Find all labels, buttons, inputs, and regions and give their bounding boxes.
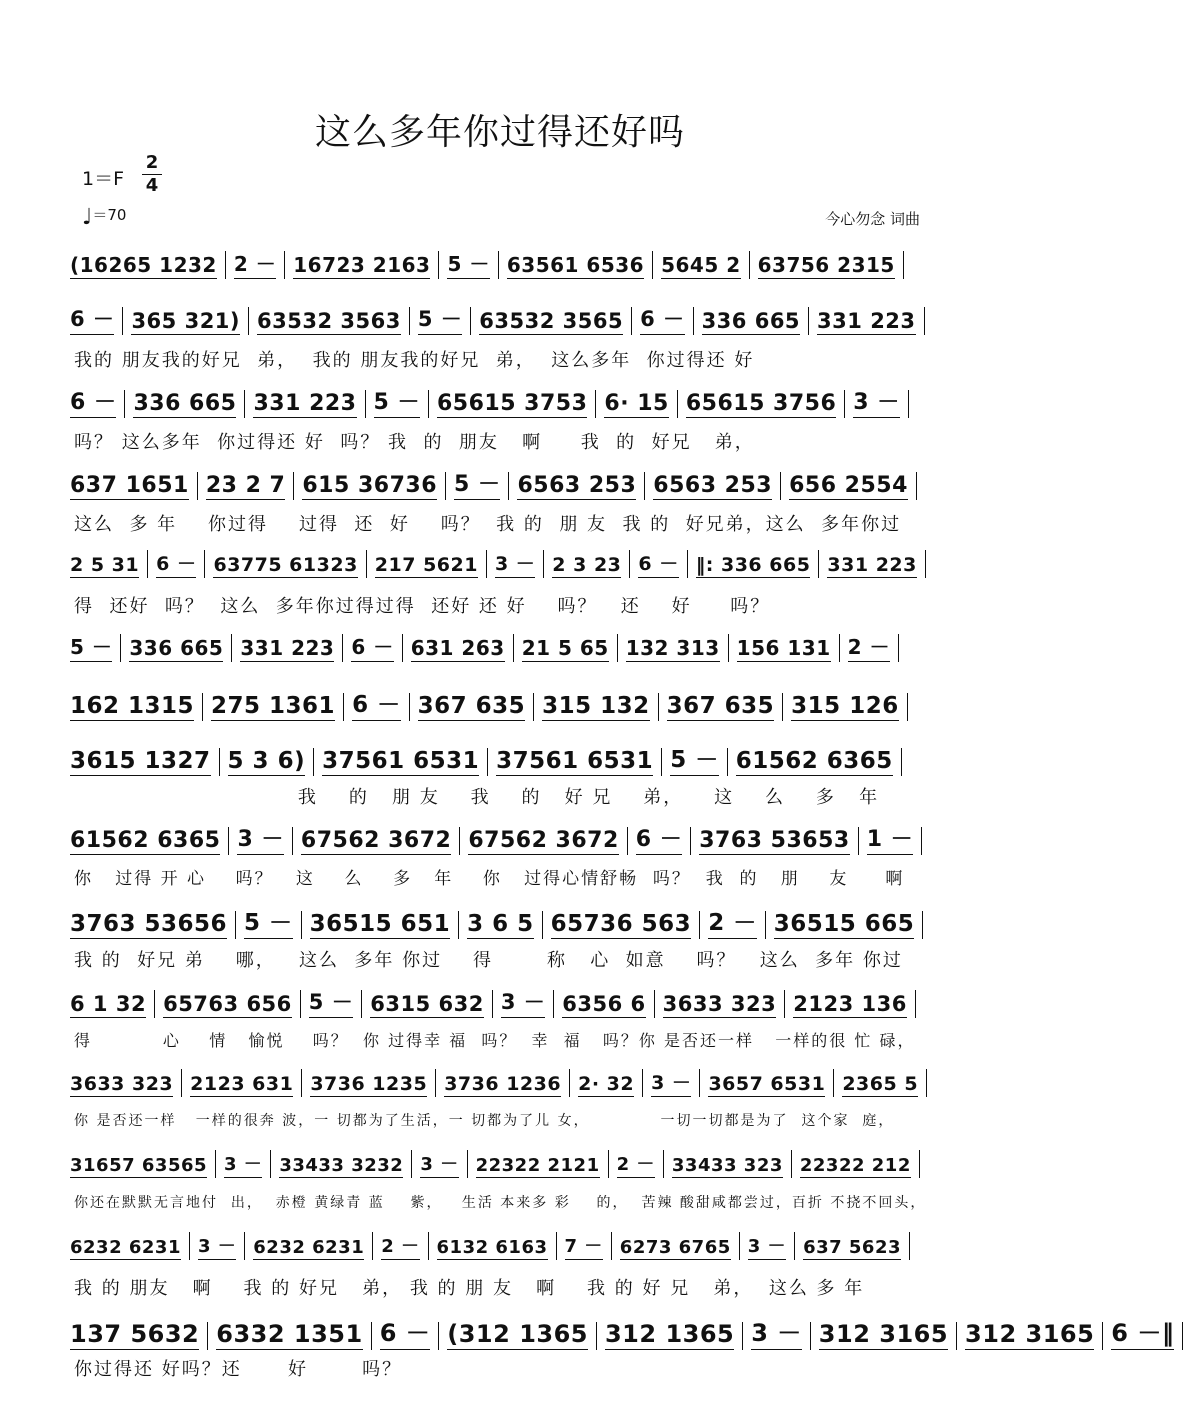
measure: 2 5 31: [70, 554, 140, 576]
bar-line: [765, 911, 766, 939]
measure: 631 263: [410, 636, 505, 660]
measure: 5 －: [670, 741, 719, 776]
credit-line: 今心勿念 词曲: [825, 210, 920, 228]
bar-line: [926, 1069, 927, 1097]
measure: ‖: 336 665: [695, 554, 811, 576]
staff-row: [70, 822, 930, 855]
staff-row: [70, 248, 930, 279]
bar-line: [120, 634, 121, 662]
bar-line: [438, 251, 439, 279]
measure: 16723 2163: [293, 253, 431, 277]
measure: 1 －: [867, 822, 913, 855]
bar-line: [727, 748, 728, 776]
measure: 365 321): [131, 309, 241, 333]
measure: 6 －: [640, 303, 684, 335]
measure: 656 2554: [789, 473, 908, 498]
bar-line: [409, 693, 410, 721]
bar-line: [661, 748, 662, 776]
measure: 315 126: [791, 693, 899, 719]
measure: 3 －: [224, 1150, 262, 1178]
staff-row: [70, 549, 930, 578]
measure: 22322 212: [799, 1155, 911, 1176]
measure: 2123 136: [793, 992, 907, 1016]
measure: 5645 2: [661, 253, 741, 277]
measure: 7 －: [565, 1232, 603, 1260]
measure: 336 665: [701, 309, 801, 333]
bar-line: [402, 634, 403, 662]
measure: 2 －: [234, 248, 276, 279]
bar-line: [608, 1150, 609, 1178]
bar-line: [699, 1069, 700, 1097]
bar-line: [372, 1232, 373, 1260]
staff-row: [70, 686, 930, 721]
bar-line: [228, 827, 229, 855]
lyric-line: 我 的 朋友 啊 我 的 好兄 弟， 我 的 朋 友 啊 我 的 好 兄 弟， 这么 多 年: [74, 1278, 865, 1299]
bar-line: [284, 251, 285, 279]
bar-line: [181, 1069, 182, 1097]
bar-line: [248, 307, 249, 335]
measure: 61562 6365: [70, 828, 221, 853]
measure: 615 36736: [302, 473, 437, 498]
lyric-line: 吗？ 这么多年 你过得还 好 吗？ 我 的 朋友 啊 我 的 好兄 弟，: [74, 432, 755, 453]
bar-line: [458, 911, 459, 939]
measure: 6 －: [638, 549, 678, 578]
staff-row: [70, 467, 930, 500]
lyric-line: 我 的 好兄 弟 哪， 这么 多年 你过 得 称 心 如意 吗？ 这么 多年 你过: [74, 950, 903, 971]
bar-line: [467, 1150, 468, 1178]
song-title: 这么多年你过得还好吗: [314, 112, 685, 153]
meter-top: 2: [142, 152, 162, 175]
measure: 637 1651: [70, 473, 189, 498]
measure: 3736 1236: [444, 1073, 562, 1095]
measure: 65615 3753: [436, 391, 588, 416]
measure: 63756 2315: [757, 253, 895, 277]
measure: 6232 6231: [253, 1237, 365, 1258]
bar-line: [235, 911, 236, 939]
measure: 6 －: [156, 549, 196, 578]
bar-line: [204, 550, 205, 578]
bar-line: [595, 390, 596, 418]
measure: 65736 563: [550, 911, 692, 937]
measure: 3763 53653: [699, 828, 850, 853]
measure: 36515 665: [773, 911, 915, 937]
bar-line: [207, 1322, 208, 1350]
staff-row: [70, 631, 930, 662]
key-signature: 1＝F: [82, 168, 125, 190]
bar-line: [244, 1232, 245, 1260]
bar-line: [231, 634, 232, 662]
measure: 36515 651: [309, 911, 451, 937]
measure: 3 －: [651, 1068, 691, 1097]
bar-line: [810, 1322, 811, 1350]
bar-line: [556, 1232, 557, 1260]
bar-line: [794, 1232, 795, 1260]
bar-line: [833, 1069, 834, 1097]
measure: 162 1315: [70, 693, 195, 719]
lyric-line: 我 的 朋 友 我 的 好 兄 弟， 这 么 多 年: [74, 787, 880, 808]
measure: 5 3 6): [227, 748, 306, 774]
bar-line: [782, 693, 783, 721]
measure: 6273 6765: [619, 1237, 731, 1258]
measure: 336 665: [133, 391, 237, 416]
bar-line: [225, 251, 226, 279]
bar-line: [749, 251, 750, 279]
bar-line: [924, 307, 925, 335]
bar-line: [642, 1069, 643, 1097]
measure: 275 1361: [211, 693, 336, 719]
measure: 6315 632: [370, 992, 484, 1016]
bar-line: [202, 693, 203, 721]
measure: 137 5632: [70, 1320, 200, 1348]
measure: 5 －: [244, 904, 293, 939]
bar-line: [301, 911, 302, 939]
measure: 2123 631: [190, 1073, 294, 1095]
bar-line: [300, 990, 301, 1018]
bar-line: [925, 550, 926, 578]
bar-line: [292, 827, 293, 855]
bar-line: [428, 390, 429, 418]
measure: 3 －: [748, 1232, 786, 1260]
measure: 5 －: [309, 986, 353, 1018]
measure: 2 3 23: [552, 554, 622, 576]
bar-line: [1102, 1322, 1103, 1350]
measure: 3615 1327: [70, 748, 211, 774]
measure: 33433 323: [671, 1155, 783, 1176]
measure: 3 －: [495, 549, 535, 578]
measure: 331 223: [253, 391, 357, 416]
measure: 331 223: [240, 636, 335, 660]
measure: 156 131: [736, 636, 831, 660]
bar-line: [654, 990, 655, 1018]
bar-line: [409, 307, 410, 335]
measure: 6563 253: [517, 473, 637, 498]
measure: 3763 53656: [70, 911, 228, 937]
measure: 67562 3672: [300, 828, 452, 853]
quarter-note-icon: ♩: [82, 205, 93, 230]
bar-line: [301, 1069, 302, 1097]
bar-line: [219, 748, 220, 776]
bar-line: [513, 634, 514, 662]
bar-line: [921, 827, 922, 855]
measure: 367 635: [417, 693, 526, 719]
measure: 2 －: [617, 1150, 655, 1178]
bar-line: [189, 1232, 190, 1260]
lyric-line: 你 过得 开 心 吗？ 这 么 多 年 你 过得心情舒畅 吗？ 我 的 朋 友 啊: [74, 869, 905, 889]
bar-line: [411, 1150, 412, 1178]
measure: 23 2 7: [205, 473, 286, 498]
bar-line: [617, 634, 618, 662]
measure: 2 －: [708, 904, 757, 939]
staff-row: [70, 904, 930, 939]
measure: 2 －: [848, 631, 890, 662]
bar-line: [553, 990, 554, 1018]
measure: 5 －: [454, 467, 500, 500]
bar-line: [435, 1069, 436, 1097]
measure: 6 －: [70, 303, 114, 335]
bar-line: [459, 827, 460, 855]
bar-line: [956, 1322, 957, 1350]
measure: 6332 1351: [216, 1320, 363, 1348]
tempo-value: ＝70: [92, 206, 127, 224]
bar-line: [663, 1150, 664, 1178]
measure: 3736 1235: [310, 1073, 428, 1095]
bar-line: [569, 1069, 570, 1097]
bar-line: [631, 307, 632, 335]
bar-line: [498, 251, 499, 279]
measure: 217 5621: [374, 554, 478, 576]
bar-line: [533, 693, 534, 721]
bar-line: [343, 693, 344, 721]
measure: 6 －: [352, 686, 401, 721]
measure: 63561 6536: [506, 253, 645, 277]
lyric-line: 你还在默默无言地付 出， 赤橙 黄绿青 蓝 紫， 生活 本来多 彩 的， 苦辣 酸甜咸都尝过，百折 不挠不回头，: [74, 1195, 927, 1211]
bar-line: [197, 472, 198, 500]
measure: 6 －: [636, 822, 682, 855]
bar-line: [844, 390, 845, 418]
lyric-line: 得 心 情 愉悦 吗？ 你 过得幸 福 吗？ 幸 福 吗？你 是否还一样 一样的很 忙 碌，: [74, 1031, 916, 1050]
measure: 6563 253: [653, 473, 773, 498]
bar-line: [543, 550, 544, 578]
measure: 31657 63565: [70, 1155, 208, 1176]
bar-line: [124, 390, 125, 418]
lyric-line: 得 还好 吗？ 这么 多年你过得过得 还好 还 好 吗？ 还 好 吗？: [74, 596, 771, 617]
bar-line: [898, 634, 899, 662]
measure: 312 1365: [604, 1320, 735, 1348]
bar-line: [728, 634, 729, 662]
bar-line: [739, 1232, 740, 1260]
measure: 3 －: [198, 1232, 236, 1260]
bar-line: [270, 1150, 271, 1178]
measure: 6 －: [70, 385, 116, 418]
bar-line: [342, 634, 343, 662]
bar-line: [366, 550, 367, 578]
measure: (16265 1232: [70, 253, 217, 277]
bar-line: [791, 1150, 792, 1178]
bar-line: [147, 550, 148, 578]
bar-line: [922, 911, 923, 939]
measure: 331 223: [817, 309, 916, 333]
bar-line: [629, 550, 630, 578]
staff-row: [70, 1150, 930, 1178]
measure: 2· 32: [578, 1073, 635, 1095]
measure: 6· 15: [604, 391, 669, 416]
bar-line: [808, 307, 809, 335]
measure: 331 223: [827, 554, 917, 576]
measure: 63532 3565: [479, 309, 624, 333]
measure: 5 －: [70, 631, 112, 662]
bar-line: [365, 390, 366, 418]
measure: 6 －: [351, 631, 393, 662]
bar-line: [627, 827, 628, 855]
bar-line: [361, 990, 362, 1018]
bar-line: [652, 251, 653, 279]
staff-row: [70, 303, 930, 335]
measure: 6232 6231: [70, 1237, 181, 1258]
measure: 67562 3672: [468, 828, 619, 853]
bar-line: [742, 1322, 743, 1350]
measure: 22322 2121: [475, 1155, 600, 1176]
measure: 3 －: [501, 986, 545, 1018]
measure: 6 －‖: [1111, 1313, 1174, 1350]
bar-line: [858, 827, 859, 855]
measure: 637 5623: [803, 1237, 901, 1258]
bar-line: [903, 251, 904, 279]
bar-line: [818, 550, 819, 578]
measure: 2365 5: [842, 1073, 919, 1095]
measure: 5 －: [418, 303, 462, 335]
measure: 3 6 5: [467, 911, 534, 937]
staff-row: [70, 1313, 1175, 1350]
bar-line: [839, 634, 840, 662]
bar-line: [470, 307, 471, 335]
lyric-line: 你过得还 好吗？还 好 吗？: [74, 1359, 403, 1380]
measure: 6 －: [380, 1313, 431, 1350]
bar-line: [901, 748, 902, 776]
measure: 5 －: [447, 248, 489, 279]
lyric-line: 你 是否还一样 一样的很奔 波，一 切都为了生活，一 切都为了儿 女， 一切一切都是为了 这个家 庭，: [74, 1113, 895, 1129]
bar-line: [611, 1232, 612, 1260]
staff-row: [70, 385, 930, 418]
measure: 37561 6531: [496, 748, 654, 774]
measure: 6356 6: [562, 992, 646, 1016]
measure: 5 －: [374, 385, 420, 418]
measure: 3 －: [751, 1313, 802, 1350]
measure: 3657 6531: [708, 1073, 826, 1095]
bar-line: [907, 693, 908, 721]
bar-line: [293, 472, 294, 500]
measure: 6 1 32: [70, 992, 147, 1016]
bar-line: [644, 472, 645, 500]
bar-line: [542, 911, 543, 939]
measure: 315 132: [542, 693, 650, 719]
staff-row: [70, 1068, 930, 1097]
bar-line: [122, 307, 123, 335]
lyric-line: 我的 朋友我的好兄 弟， 我的 朋友我的好兄 弟， 这么多年 你过得还 好: [74, 350, 755, 371]
bar-line: [154, 990, 155, 1018]
measure: 3 －: [853, 385, 899, 418]
bar-line: [915, 990, 916, 1018]
bar-line: [916, 472, 917, 500]
bar-line: [693, 307, 694, 335]
lyric-line: 这么 多 年 你过得 过得 还 好 吗？ 我 的 朋 友 我 的 好兄弟，这么 多年你过: [74, 514, 902, 535]
bar-line: [780, 472, 781, 500]
bar-line: [215, 1150, 216, 1178]
bar-line: [699, 911, 700, 939]
bar-line: [438, 1322, 439, 1350]
measure: 61562 6365: [735, 748, 893, 774]
measure: 132 313: [625, 636, 720, 660]
measure: 65615 3756: [685, 391, 837, 416]
bar-line: [486, 550, 487, 578]
bar-line: [784, 990, 785, 1018]
bar-line: [492, 990, 493, 1018]
measure: 312 3165: [965, 1320, 1095, 1348]
staff-row: [70, 986, 930, 1018]
bar-line: [244, 390, 245, 418]
staff-row: [70, 741, 930, 776]
staff-row: [70, 1232, 930, 1260]
measure: 63532 3563: [257, 309, 401, 333]
measure: 3 －: [237, 822, 283, 855]
measure: 336 665: [129, 636, 224, 660]
bar-line: [690, 827, 691, 855]
measure: 367 635: [666, 693, 775, 719]
bar-line: [508, 472, 509, 500]
measure: 37561 6531: [322, 748, 480, 774]
bar-line: [909, 1232, 910, 1260]
bar-line: [919, 1150, 920, 1178]
measure: 312 3165: [818, 1320, 949, 1348]
time-signature: [142, 152, 162, 197]
bar-line: [487, 748, 488, 776]
bar-line: [596, 1322, 597, 1350]
bar-line: [371, 1322, 372, 1350]
measure: 33433 3232: [279, 1155, 404, 1176]
measure: 3633 323: [70, 1073, 174, 1095]
measure: (312 1365: [447, 1320, 588, 1348]
measure: 21 5 65: [521, 636, 609, 660]
measure: 2 －: [381, 1232, 419, 1260]
meter-bottom: 4: [145, 175, 159, 196]
bar-line: [658, 693, 659, 721]
bar-line: [677, 390, 678, 418]
bar-line: [687, 550, 688, 578]
measure: 3 －: [420, 1150, 458, 1178]
bar-line: [908, 390, 909, 418]
bar-line: [445, 472, 446, 500]
measure: 3633 323: [662, 992, 777, 1016]
bar-line: [428, 1232, 429, 1260]
measure: 65763 656: [163, 992, 292, 1016]
measure: 6132 6163: [436, 1237, 548, 1258]
bar-line: [313, 748, 314, 776]
measure: 63775 61323: [213, 554, 358, 576]
tempo-marking: [82, 204, 126, 230]
